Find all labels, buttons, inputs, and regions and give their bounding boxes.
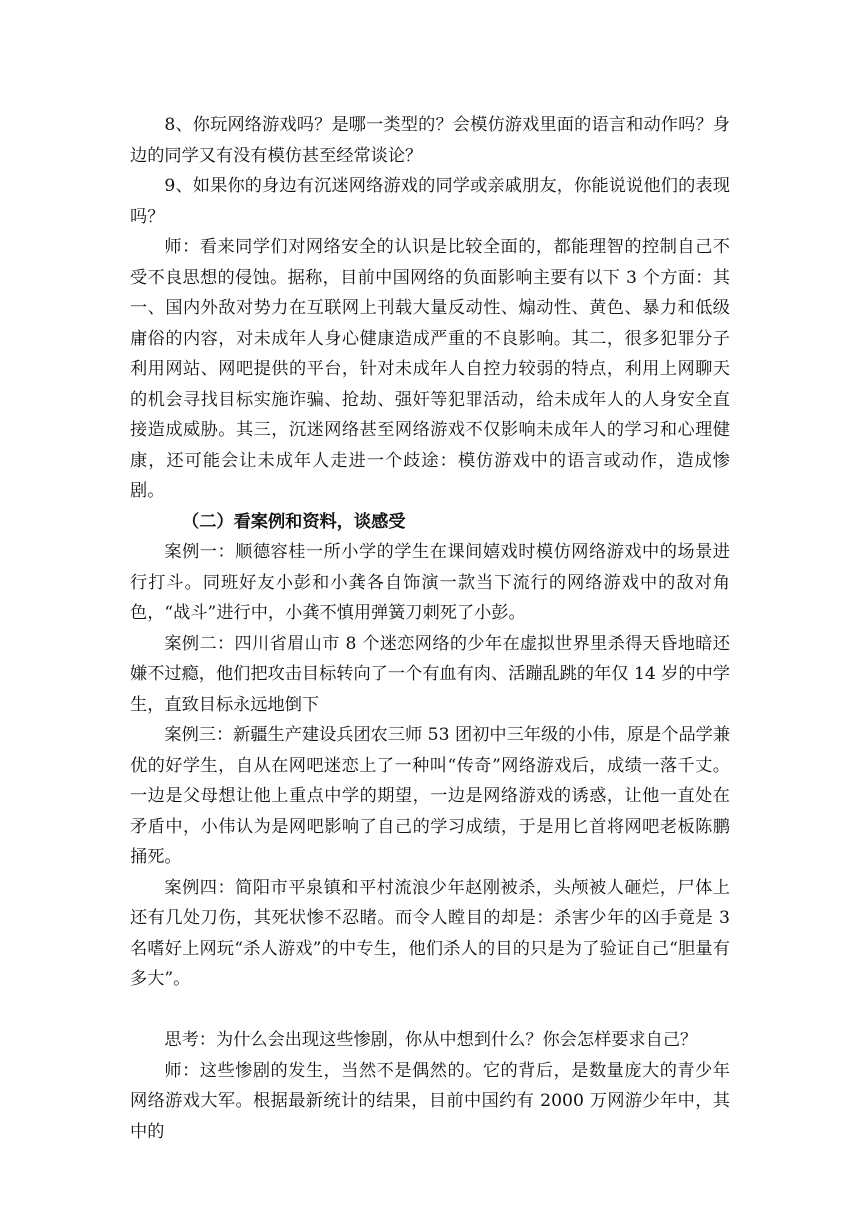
- reflection-question: 思考：为什么会出现这些惨剧，你从中想到什么？你会怎样要求自己？: [164, 1030, 698, 1050]
- blank-line: [130, 995, 730, 1026]
- teacher-paragraph-2: 师：这些惨剧的发生，当然不是偶然的。它的背后，是数量庞大的青少年网络游戏大军。根据最新统计的结果，目前中国约有 2000 万网游少年中，其中的: [130, 1060, 730, 1142]
- case-2: 案例二：四川省眉山市 8 个迷恋网络的少年在虚拟世界里杀得天昏地暗还嫌不过瘾，他们把攻击目标转向了一个有血有肉、活蹦乱跳的年仅 14 岁的中学生，直致目标永远地倒下: [130, 633, 730, 715]
- case-1: 案例一：顺德容桂一所小学的学生在课间嬉戏时模仿网络游戏中的场景进行打斗。同班好友小彭和小龚各自饰演一款当下流行的网络游戏中的敌对角色，“战斗”进行中，小龚不慎用弹簧刀刺死了小彭。: [130, 542, 730, 623]
- case-3: 案例三：新疆生产建设兵团农三师 53 团初中三年级的小伟，原是个品学兼优的好学生，自从在网吧迷恋上了一种叫“传奇”网络游戏后，成绩一落千丈。一边是父母想让他上重点中学的期望，一边是网络游戏的诱惑，让他一直处在矛盾中，小伟认为是网吧影响了自己的学习成绩，于是用匕首将网吧老板陈鹏捅死。: [130, 725, 731, 867]
- case-4: 案例四：简阳市平泉镇和平村流浪少年赵刚被杀，头颅被人砸烂，尸体上还有几处刀伤，其死状惨不忍睹。而令人瞠目的却是：杀害少年的凶手竟是 3 名嗜好上网玩“杀人游戏”的中专生，他们杀人的目的只是为了验证自己“胆量有多大”。: [130, 877, 730, 989]
- document-body: [130, 110, 730, 1147]
- section-heading: （二）看案例和资料，谈感受: [182, 511, 406, 532]
- teacher-paragraph: 师：看来同学们对网络安全的认识是比较全面的，都能理智的控制自己不受不良思想的侵蚀。据称，目前中国网络的负面影响主要有以下 3 个方面：其一、国内外敌对势力在互联网上刊载大量反动性、煽动性、黄色、暴力和低级庸俗的内容，对未成年人身心健康造成严重的不良影响。其二，很多犯罪分子利用网站、网吧提供的平台，针对未成年人自控力较弱的特点，利用上网聊天的机会寻找目标实施诈骗、抢劫、强奸等犯罪活动，给未成年人的人身安全直接造成威胁。其三，沉迷网络甚至网络游戏不仅影响未成年人的学习和心理健康，还可能会让未成年人走进一个歧途：模仿游戏中的语言或动作，造成惨剧。: [130, 237, 730, 501]
- question-9: 9、如果你的身边有沉迷网络游戏的同学或亲戚朋友，你能说说他们的表现吗？: [130, 176, 730, 227]
- question-8: 8、你玩网络游戏吗？是哪一类型的？会模仿游戏里面的语言和动作吗？身边的同学又有没有模仿甚至经常谈论？: [130, 115, 730, 166]
